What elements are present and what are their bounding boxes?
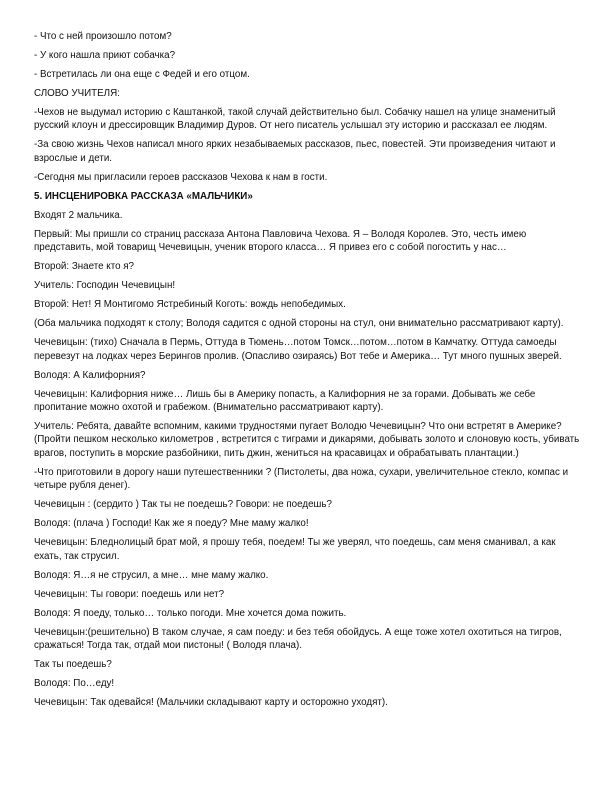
paragraph: Чечевицын : (сердито ) Так ты не поедешь? Говори: не поедешь? xyxy=(34,499,332,511)
paragraph: -Что приготовили в дорогу наши путешественники ? (Пистолеты, два ножа, сухари, увеличительное стекло, компас и четыре рубля денег). xyxy=(34,466,569,492)
paragraph: Так ты поедешь? xyxy=(34,659,112,671)
paragraph: Чечевицын: Так одевайся! (Мальчики складывают карту и осторожно уходят). xyxy=(34,697,388,709)
paragraph: Володя: По…еду! xyxy=(34,678,115,690)
paragraph: -Чехов не выдумал историю с Каштанкой, такой случай действительно был. Собачку нашел на улице знаменитый русский клоун и дрессировщик Владимир Дуров. От него писатель услышал эту историю и рассказал ее людям. xyxy=(34,107,556,132)
paragraph: Володя: Я поеду, только… только погоди. Мне хочется дома пожить. xyxy=(34,607,347,619)
paragraph: Второй: Нет! Я Монтигомо Ястребиный Коготь: вождь непобедимых. xyxy=(34,299,346,311)
paragraph: (Оба мальчика подходят к столу; Володя садится с одной стороны на стул, они внимательно рассматривают карту). xyxy=(34,318,564,330)
paragraph: Первый: Мы пришли со страниц рассказа Антона Павловича Чехова. Я – Володя Королев. Это, честь имею представить, мой товарищ Чечевицын, ученик второго класса… Я привез его с собой погостить у нас… xyxy=(34,228,527,254)
paragraph: Чечевицын:(решительно) В таком случае, я сам поеду: и без тебя обойдусь. А еще тоже хотел охотиться на тигров, сражаться! Тогда так, отдай мои пистоны! ( Володя плача). xyxy=(34,626,562,652)
paragraph: - У кого нашла приют собачка? xyxy=(34,50,176,61)
paragraph: - Что с ней произошло потом? xyxy=(34,31,172,42)
paragraph: Чечевицын: (тихо) Сначала в Пермь, Оттуда в Тюмень…потом Томск…потом…потом в Камчатку. Оттуда самоеды перевезут на лодках через Берингов пролив. (Опасливо озираясь) Вот тебе и Америка… Тут много пушных зверей. xyxy=(34,337,562,362)
paragraph: -Сегодня мы пригласили героев рассказов Чехова к нам в гости. xyxy=(34,171,328,183)
paragraph: Учитель: Ребята, давайте вспомним, какими трудностями пугает Володю Чечевицын? Что они встретят в Америке? (Пройти пешком несколько километров , встретится с тиграми и дикарями, добывать золото и слоновую кость, убивать врагов, поступить в морские разбойники, пить джин, жениться на красавицах и обрабатывать плантации.) xyxy=(34,421,580,459)
paragraph: - Встретилась ли она еще с Федей и его отцом. xyxy=(34,69,250,80)
paragraph: -За свою жизнь Чехов написал много ярких незабываемых рассказов, пьес, повестей. Эти произведения читают и взрослые и дети. xyxy=(34,139,556,164)
paragraph: СЛОВО УЧИТЕЛЯ: xyxy=(34,88,120,99)
paragraph: Чечевицын: Калифорния ниже… Лишь бы в Америку попасть, а Калифорния не за горами. Добывать же себе пропитание можно охотой и грабежом. (Внимательно рассматривают карту). xyxy=(34,388,536,414)
paragraph: Володя: А Калифорния? xyxy=(34,369,146,381)
paragraph: Чечевицын: Бледнолицый брат мой, я прошу тебя, поедем! Ты же уверял, что поедешь, сам меня сманивал, а как ехать, так струсил. xyxy=(34,537,556,562)
paragraph: Володя: (плача ) Господи! Как же я поеду? Мне маму жалко! xyxy=(34,518,309,530)
paragraph: Входят 2 мальчика. xyxy=(34,209,123,221)
section-heading: 5. ИНСЦЕНИРОВКА РАССКАЗА «МАЛЬЧИКИ» xyxy=(34,190,253,202)
paragraph: Второй: Знаете кто я? xyxy=(34,261,134,273)
paragraph: Володя: Я…я не струсил, а мне… мне маму жалко. xyxy=(34,569,269,581)
paragraph: Чечевицын: Ты говори: поедешь или нет? xyxy=(34,588,225,600)
document-page xyxy=(34,30,580,715)
paragraph: Учитель: Господин Чечевицын! xyxy=(34,280,176,292)
